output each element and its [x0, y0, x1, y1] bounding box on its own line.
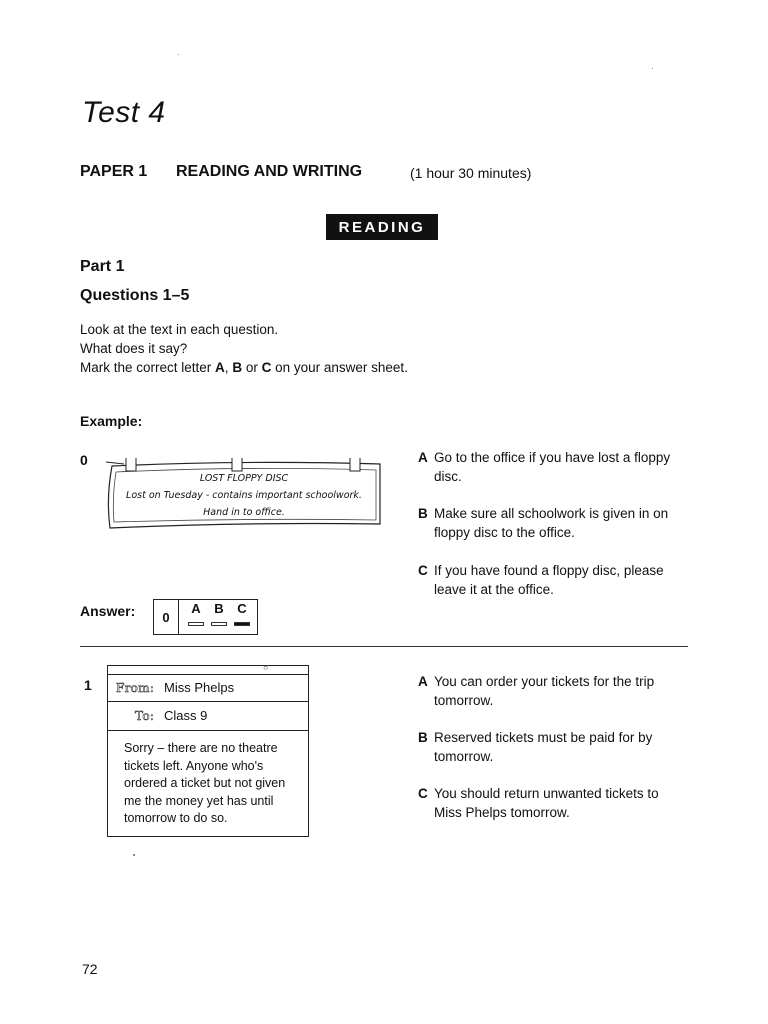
option-text: Go to the office if you have lost a floppy disc. — [434, 450, 671, 484]
instruction-mark-line — [80, 358, 408, 377]
scan-speck — [133, 854, 135, 856]
answer-mark-b[interactable] — [211, 622, 227, 626]
option-letter: B — [418, 730, 428, 745]
page-number: 72 — [82, 961, 98, 977]
answer-letter-b: B — [214, 601, 224, 616]
option-text: You can order your tickets for the trip tomorrow. — [434, 674, 655, 708]
instructions — [80, 320, 408, 377]
section-divider — [80, 646, 688, 647]
scan-speck — [178, 54, 179, 55]
memo-to-value: Class 9 — [164, 708, 208, 723]
option-letter: A — [418, 450, 428, 465]
instruction-letter-b: B — [232, 360, 243, 375]
part-title: Part 1 — [80, 258, 125, 275]
questions-range: Questions 1–5 — [80, 287, 190, 304]
option-text: If you have found a floppy disc, please leave it at the office. — [434, 563, 664, 597]
test-title: Test 4 — [82, 96, 166, 129]
answer-mark-a[interactable] — [188, 622, 204, 626]
notice-line: Lost on Tuesday - contains important schoolwork. — [126, 490, 362, 501]
answer-grid — [153, 599, 258, 635]
example-label: Example: — [80, 413, 143, 429]
question-option-c — [418, 784, 688, 822]
answer-letter-a: A — [191, 601, 201, 616]
instruction-letter-c: C — [261, 360, 272, 375]
example-option-b — [418, 504, 688, 542]
memo-from-row — [108, 675, 308, 702]
instruction-text: on your answer sheet. — [271, 360, 408, 375]
question-option-a — [418, 672, 688, 710]
option-text: Make sure all schoolwork is given in on floppy disc to the office. — [434, 506, 669, 540]
example-option-a — [418, 448, 688, 486]
notice-text — [104, 470, 384, 521]
option-text: Reserved tickets must be paid for by tomorrow. — [434, 730, 653, 764]
answer-number: 0 — [154, 600, 179, 634]
option-text: You should return unwanted tickets to Miss Phelps tomorrow. — [434, 786, 659, 820]
memo-to-label: To: — [135, 709, 155, 723]
section-badge: READING — [326, 214, 438, 240]
instruction-line: What does it say? — [80, 341, 188, 356]
memo-from-label: From: — [116, 681, 155, 695]
example-option-c — [418, 561, 688, 599]
hole-icon: ○ — [263, 663, 268, 672]
paper-name: READING AND WRITING — [176, 163, 363, 180]
example-number: 0 — [80, 452, 88, 468]
option-letter: C — [418, 786, 428, 801]
instruction-line: Look at the text in each question. — [80, 322, 279, 337]
memo-to-row — [108, 702, 308, 731]
instruction-text: , — [224, 360, 233, 375]
instruction-text: or — [242, 360, 262, 375]
notice-heading: LOST FLOPPY DISC — [199, 473, 289, 484]
scan-speck — [652, 68, 653, 69]
option-letter: C — [418, 563, 428, 578]
question-option-b — [418, 728, 688, 766]
notice-line: Hand in to office. — [203, 507, 285, 518]
paper-duration: (1 hour 30 minutes) — [410, 165, 532, 181]
answer-letter-c: C — [237, 601, 247, 616]
instruction-text: Mark the correct letter — [80, 360, 216, 375]
memo-from-value: Miss Phelps — [164, 680, 235, 695]
question-number: 1 — [84, 677, 92, 693]
option-letter: B — [418, 506, 428, 521]
memo-note — [107, 665, 309, 837]
option-letter: A — [418, 674, 428, 689]
instruction-letter-a: A — [215, 360, 225, 375]
paper-label: PAPER 1 — [80, 163, 148, 180]
memo-body: Sorry – there are no theatre tickets left. Anyone who's ordered a ticket but not given me the money yet has until tomorrow to do so. — [124, 741, 286, 825]
notice-image — [104, 458, 384, 534]
memo-top-strip — [108, 663, 308, 675]
answer-mark-c[interactable] — [234, 622, 250, 626]
answer-label: Answer: — [80, 603, 136, 619]
